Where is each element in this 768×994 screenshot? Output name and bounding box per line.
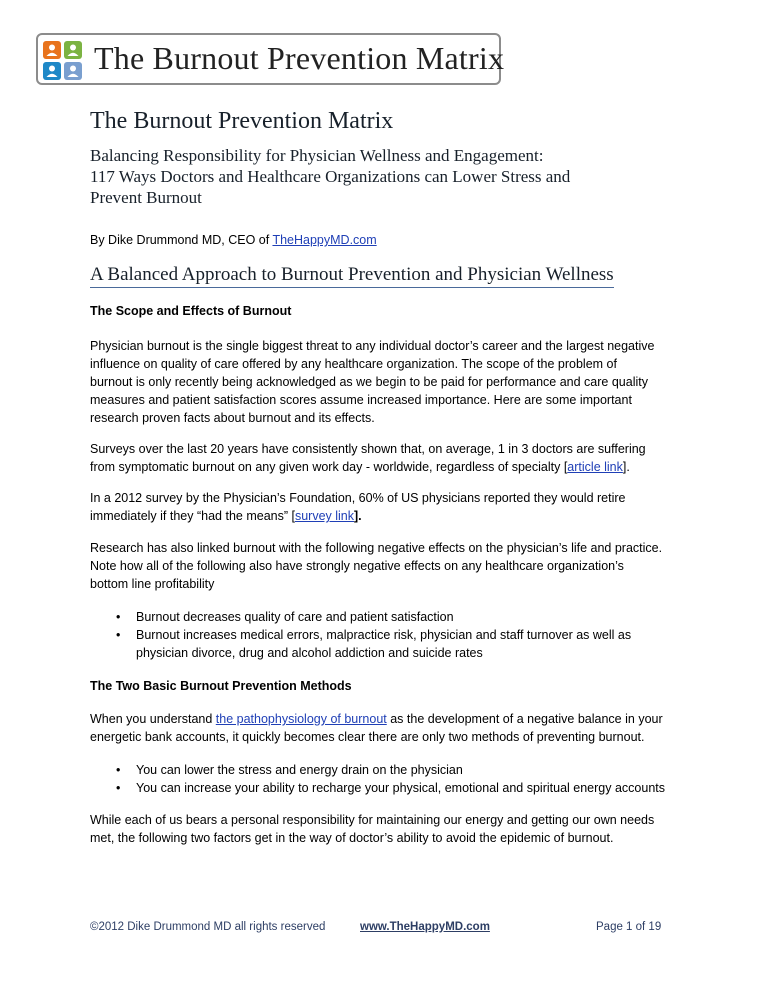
- byline-text: By Dike Drummond MD, CEO of: [90, 233, 273, 247]
- paragraph-text: from symptomatic burnout on any given work day - worldwide, regardless of specialty [: [90, 460, 568, 474]
- scope-paragraph-3: [90, 489, 690, 525]
- paragraph-line: [90, 458, 690, 476]
- methods-paragraph-2: [90, 811, 690, 847]
- paragraph-line: research proven facts about burnout and its effects.: [90, 411, 375, 425]
- subtitle-line: Balancing Responsibility for Physician Wellness and Engagement:: [90, 146, 544, 165]
- bullet-icon: •: [116, 628, 121, 642]
- list-item: [90, 626, 690, 662]
- paragraph-line: energetic bank accounts, it quickly becomes clear there are only two methods of preventing burnout.: [90, 730, 645, 744]
- list-item: [90, 608, 690, 626]
- paragraph-line: influence on quality of care offered by any healthcare organization. The scope of the problem of: [90, 357, 617, 371]
- list-item-text: Burnout increases medical errors, malpractice risk, physician and staff turnover as well as: [136, 628, 632, 642]
- logo-title: The Burnout Prevention Matrix: [94, 40, 505, 76]
- list-item-text: You can lower the stress and energy drain on the physician: [136, 763, 463, 777]
- scope-paragraph-2: [90, 440, 690, 476]
- prevention-methods-list: [90, 761, 690, 797]
- paragraph-line: While each of us bears a personal responsibility for maintaining our energy and getting our own needs: [90, 813, 655, 827]
- list-item-text: physician divorce, drug and alcohol addiction and suicide rates: [136, 646, 483, 660]
- person-icon: [43, 62, 61, 80]
- paragraph-text: as the development of a negative balance in your: [386, 712, 663, 726]
- section-heading: A Balanced Approach to Burnout Prevention and Physician Wellness: [90, 264, 614, 288]
- bullet-icon: •: [116, 763, 121, 777]
- methods-paragraph-1: [90, 710, 690, 746]
- logo-banner: [36, 33, 505, 85]
- subtitle-line: Prevent Burnout: [90, 188, 202, 207]
- list-item: [90, 761, 690, 779]
- paragraph-text: When you understand: [90, 712, 216, 726]
- paragraph-line: bottom line profitability: [90, 577, 215, 591]
- paragraph-line: [90, 710, 690, 728]
- paragraph-line: Note how all of the following also have strongly negative effects on any healthcare organization’s: [90, 559, 624, 573]
- burnout-effects-list: [90, 608, 690, 662]
- paragraph-line: Surveys over the last 20 years have consistently shown that, on average, 1 in 3 doctors are suffering: [90, 442, 646, 456]
- footer-page-number: Page 1 of 19: [596, 921, 662, 933]
- paragraph-text: ].: [622, 460, 630, 474]
- article-link[interactable]: article link: [567, 460, 623, 474]
- list-item: [90, 779, 690, 797]
- scope-paragraph-4: [90, 539, 690, 593]
- logo-grid-icon: [43, 41, 83, 81]
- document-title: The Burnout Prevention Matrix: [90, 108, 394, 134]
- list-item-text: Burnout decreases quality of care and patient satisfaction: [136, 610, 454, 624]
- paragraph-line: measures and patient satisfaction scores assume increased importance. Here are some important: [90, 393, 632, 407]
- survey-link[interactable]: survey link: [294, 509, 354, 523]
- bullet-icon: •: [116, 610, 121, 624]
- footer-copyright: ©2012 Dike Drummond MD all rights reserved: [90, 921, 326, 933]
- paragraph-line: [90, 507, 690, 525]
- methods-heading: The Two Basic Burnout Prevention Methods: [90, 679, 352, 693]
- person-icon: [64, 41, 82, 59]
- list-item-text: You can increase your ability to recharge your physical, emotional and spiritual energy accounts: [136, 781, 666, 795]
- paragraph-line: burnout is only recently being acknowledged as we begin to be paid for performance and care quality: [90, 375, 648, 389]
- paragraph-line: Physician burnout is the single biggest threat to any individual doctor’s career and the largest negative: [90, 339, 655, 353]
- paragraph-line: In a 2012 survey by the Physician’s Foundation, 60% of US physicians reported they would retire: [90, 491, 626, 505]
- thehappymd-link[interactable]: TheHappyMD.com: [272, 233, 377, 247]
- paragraph-text: immediately if they “had the means” [: [90, 509, 295, 523]
- byline: [90, 233, 377, 247]
- bullet-icon: •: [116, 781, 121, 795]
- subtitle-line: 117 Ways Doctors and Healthcare Organizations can Lower Stress and: [90, 167, 571, 186]
- paragraph-line: met, the following two factors get in the way of doctor’s ability to avoid the epidemic of burnout.: [90, 831, 614, 845]
- person-icon: [43, 41, 61, 59]
- footer-website-link[interactable]: www.TheHappyMD.com: [360, 921, 490, 933]
- scope-paragraph-1: [90, 337, 690, 427]
- person-icon: [64, 62, 82, 80]
- scope-heading: The Scope and Effects of Burnout: [90, 304, 292, 318]
- pathophysiology-link[interactable]: the pathophysiology of burnout: [215, 712, 387, 726]
- document-subtitle: [90, 145, 690, 208]
- paragraph-line: Research has also linked burnout with the following negative effects on the physician’s life and practice.: [90, 541, 663, 555]
- paragraph-text: ].: [354, 509, 362, 523]
